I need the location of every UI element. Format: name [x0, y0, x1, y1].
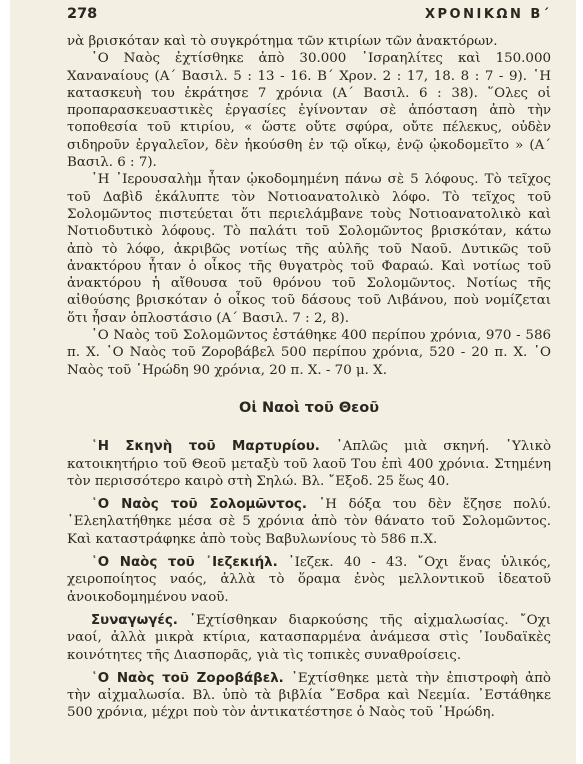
- page-header: [67, 6, 551, 28]
- entry-text: ᾿Εχτίσθηκαν διαρκούσης τῆς αἰχμαλωσίας. ῎Οχι ναοί, ἀλλὰ μικρὰ κτίρια, κατασπαρμένα ἀνάμεσα στὶς ᾿Ιουδαϊκὲς κοινότητες τῆς Διασπορᾶς, γιὰ τὶς τοπικὲς συναθροίσεις.: [67, 612, 551, 663]
- book-page: [10, 0, 576, 764]
- entry-paragraph: [67, 612, 551, 664]
- entry-lead: ῾Ο Ναὸς τοῦ Ζοροβάβελ.: [91, 670, 284, 686]
- page-number: 278: [67, 6, 98, 22]
- page-body: [67, 33, 551, 722]
- entry-text: ᾿Εχτίσθηκε μετὰ τὴν ἐπιστροφὴ ἀπὸ τὴν αἰχμαλωσία. Βλ. ὑπὸ τὰ βιβλία ῎Εσδρα καὶ Νεεμία. ᾿Εστάθηκε 500 χρόνια, μέχρι ποὺ τὸν ἀντικατέστησε ὁ Ναὸς τοῦ ῾Ηρώδη.: [67, 670, 551, 721]
- entry-text: ῾Η δόξα του δὲν ἔζησε πολύ. ᾿Ελεηλατήθηκε μέσα σὲ 5 χρόνια ἀπὸ τὸν θάνατο τοῦ Σολομῶντος. Καὶ καταστράφηκε ἀπὸ τοὺς Βαβυλωνίους τὸ 586 π.Χ.: [67, 497, 551, 547]
- paragraph: ῾Ο Ναὸς τοῦ Σολομῶντος ἐστάθηκε 400 περίπου χρόνια, 970 - 586 π. Χ. ῾Ο Ναὸς τοῦ Ζοροβάβελ 500 περίπου χρόνια, 520 - 20 π. Χ. ῾Ο Ναὸς τοῦ ῾Ηρώδη 90 χρόνια, 20 π. Χ. - 70 μ. Χ.: [67, 328, 551, 378]
- entry-lead: Συναγωγές.: [91, 612, 178, 628]
- section-heading: Οἱ Ναοὶ τοῦ Θεοῦ: [239, 399, 379, 416]
- entry-lead: ῾Ο Ναὸς τοῦ Σολομῶντος.: [91, 497, 307, 513]
- entry-text: ᾿Απλῶς μιὰ σκηνή. ῾Υλικὸ κατοικητήριο τοῦ Θεοῦ μεταξὺ τοῦ λαοῦ Του ἐπὶ 400 χρόνια. Στημένη τὸν περισσότερο καιρὸ στὴ Σηλώ. Βλ. ῎Εξοδ. 25 ἕως 40.: [67, 439, 552, 489]
- paragraph: ῾Ο Ναὸς ἐχτίσθηκε ἀπὸ 30.000 ᾿Ισραηλίτες καὶ 150.000 Χαναναίους (Α΄ Βασιλ. 5 : 13 - 16. Β΄ Χρον. 2 : 17, 18. 8 : 7 - 9). ῾Η κατασκευὴ του ἐκράτησε 7 χρόνια (Α΄ Βασιλ. 6 : 38). ῞Ολες οἱ προπαρασκευαστικὲς ἐργασίες ἐγίνονταν σὲ ἀπόσταση ἀπὸ τὴν τοποθεσία τοῦ κτιρίου, « ὥστε οὔτε σφύρα, οὔτε πέλεκυς, οὐδὲν σιδηροῦν ἐργαλεῖον, δὲν ἠκούσθη ἐν τῷ οἴκῳ, ἐνῷ ᾠκοδομεῖτο » (Α΄ Βασιλ. 6 : 7).: [67, 51, 551, 171]
- entry-paragraph: [67, 670, 551, 722]
- entry-paragraph: [67, 554, 551, 606]
- entry-text: ᾿Ιεζεκ. 40 - 43. ῎Οχι ἕνας ὑλικός, χειροποίητος ναός, ἀλλὰ τὸ ὅραμα ἑνὸς μελλοντικοῦ ἰδεατοῦ ἀνοικοδομημένου ναοῦ.: [67, 555, 552, 605]
- entry-lead: ῾Η Σκηνὴ τοῦ Μαρτυρίου.: [91, 439, 320, 455]
- paragraph: νὰ βρισκόταν καὶ τὸ συγκρότημα τῶν κτιρίων τῶν ἀνακτόρων.: [67, 34, 498, 49]
- entry-lead: ῾Ο Ναὸς τοῦ ᾿Ιεζεκιήλ.: [91, 555, 278, 571]
- paragraph: ῾Η ᾿Ιερουσαλὴμ ἦταν ᾠκοδομημένη πάνω σὲ 5 λόφους. Τὸ τεῖχος τοῦ Δαβὶδ ἐκάλυπτε τὸν Νοτιοανατολικὸ λόφο. Τὸ τεῖχος τοῦ Σολομῶντος πιστεύεται ὅτι περιελάμβανε τοὺς Νοτιοανατολικὸ καὶ Νοτιοδυτικὸ λόφους. Τὸ παλάτι τοῦ Σολομῶντος βρισκόταν, κάτω ἀπὸ τὸ λόφο, ἀκριβῶς νοτίως τῆς αὐλῆς τοῦ Ναοῦ. Δυτικῶς τοῦ ἀνακτόρου ἦταν ὁ οἶκος τῆς θυγατρὸς τοῦ Φαραώ. Καὶ νοτίως τοῦ ἀνακτόρου ἡ αἴθουσα τοῦ θρόνου τοῦ Σολομῶντος. Νοτίως τῆς αἰθούσης βρισκόταν ὁ οἶκος τοῦ δάσους τοῦ Λιβάνου, ποὺ νομίζεται ὅτι ἦσαν ὁπλοστάσιο (Α΄ Βασιλ. 7 : 2, 8).: [67, 172, 551, 326]
- running-title: ΧΡΟΝΙΚΩΝ Β΄: [425, 7, 551, 22]
- entry-paragraph: [67, 496, 551, 548]
- entry-paragraph: [67, 438, 551, 490]
